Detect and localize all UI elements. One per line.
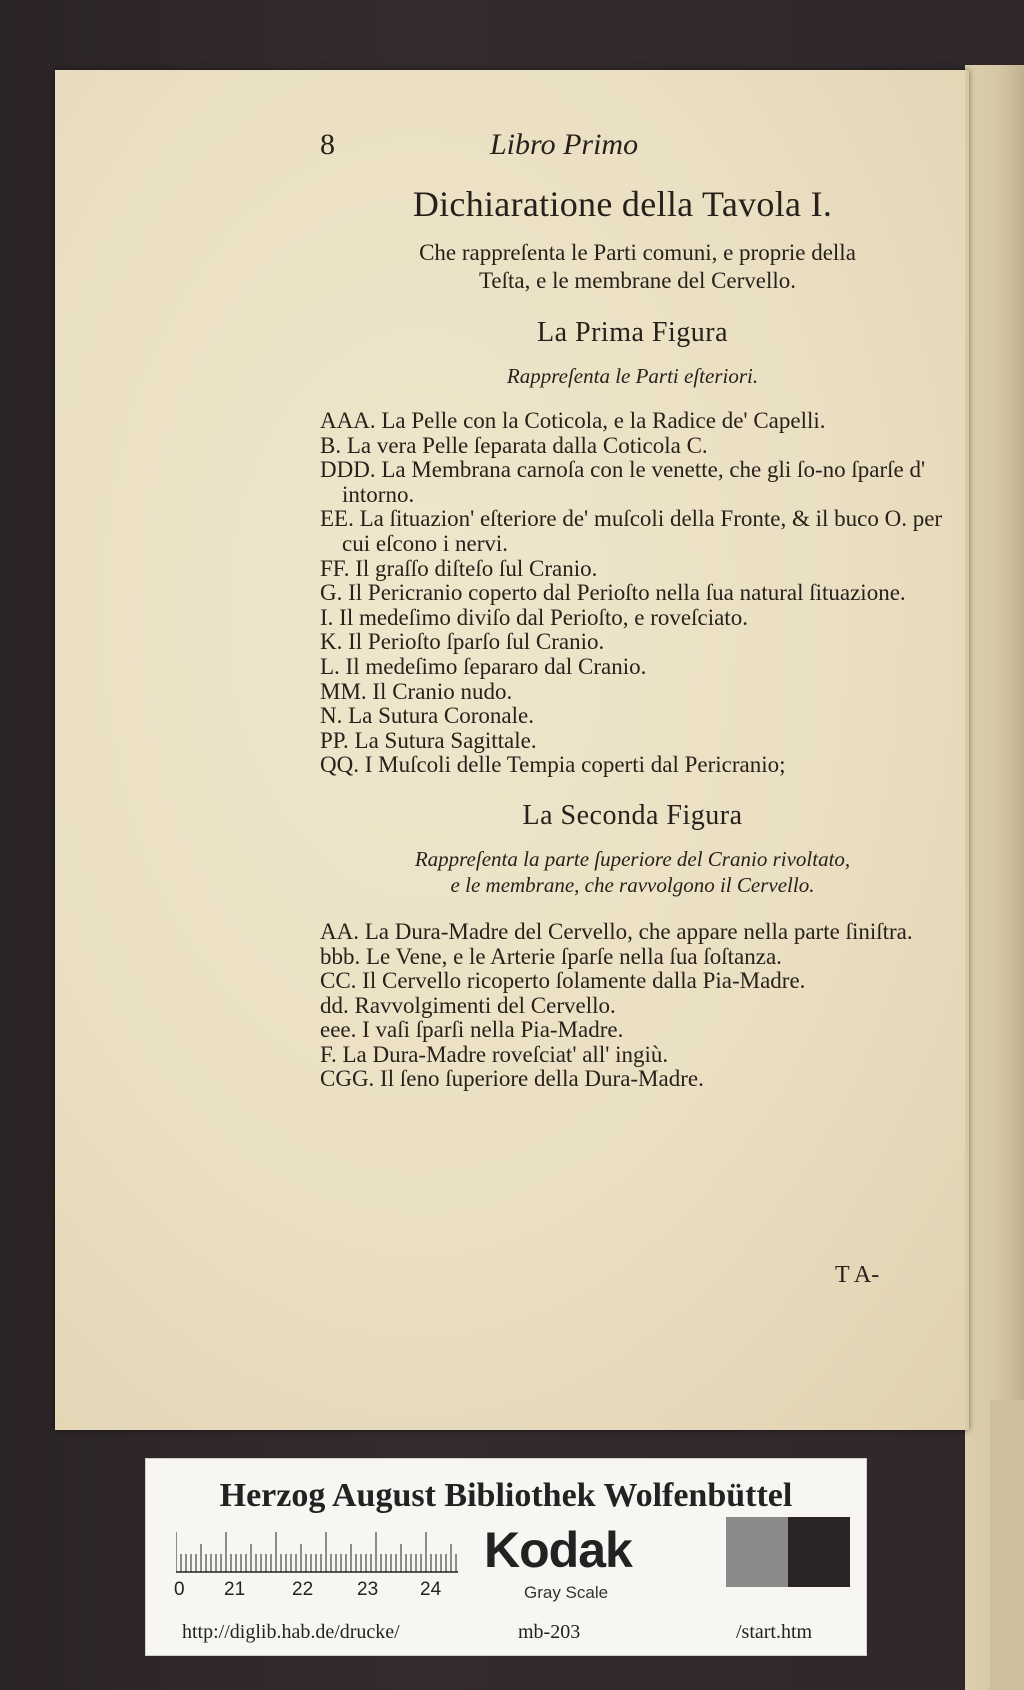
legend-item: PP. La Sutura Sagittale. [320,727,537,753]
page-subtitle [330,239,945,295]
ruler-label: 0 [174,1579,185,1600]
description-line: e le membrane, che ravvolgono il Cervello. [450,872,815,897]
figure2-legend [320,920,945,1092]
gray-swatch [726,1517,788,1587]
page-title: Dichiaratione della Tavola I. [412,184,833,224]
subtitle-line: Che rappreſenta le Parti comuni, e proprie della [419,240,856,265]
legend-item: B. La vera Pelle ſeparata dalla Coticola C. [320,432,708,458]
running-head [320,125,945,165]
library-name: Herzog August Bibliothek Wolfenbüttel [219,1477,793,1514]
page-edge-strip [990,1400,1024,1690]
legend-item: dd. Ravvolgimenti del Cervello. [320,992,616,1018]
ruler-label: 24 [420,1579,442,1600]
legend-item: QQ. I Muſcoli delle Tempia coperti dal Pericranio; [320,752,786,778]
catchword: T A- [835,1262,880,1288]
kodak-logo: Kodak [484,1522,632,1578]
ruler-scale [176,1531,458,1573]
legend-item: AA. La Dura-Madre del Cervello, che appare nella parte ſiniſtra. [320,918,913,944]
legend-item: F. La Dura-Madre roveſciat' all' ingiù. [320,1041,669,1067]
legend-item: AAA. La Pelle con la Coticola, e la Radice de' Capelli. [320,408,826,433]
library-url: http://diglib.hab.de/drucke/ [182,1621,400,1643]
dark-swatch [788,1517,850,1587]
legend-item: K. Il Perioſto ſparſo ſul Cranio. [320,629,605,655]
page-number: 8 [320,128,335,161]
shelfmark-code: mb-203 [518,1621,581,1643]
legend-item: DDD. La Membrana carnoſa con le venette, che gli ſo-no ſparſe d' intorno. [320,457,926,507]
ruler-label: 21 [224,1579,246,1600]
legend-item: N. La Sutura Coronale. [320,703,534,729]
legend-item: EE. La ſituazion' eſteriore de' muſcoli della Fronte, & il buco O. per cui eſcono i nervi. [320,506,943,556]
legend-item: L. Il medeſimo ſepararo dal Cranio. [320,653,647,679]
subtitle-line: Teſta, e le membrane del Cervello. [478,268,797,293]
library-color-card [145,1458,867,1656]
description-line: Rappreſenta la parte ſuperiore del Cranio rivoltato, [414,846,851,871]
legend-item: bbb. Le Vene, e le Arterie ſparſe nella ſua ſoſtanza. [320,943,782,969]
figure2-description [320,846,945,898]
legend-item: eee. I vaſi ſparſi nella Pia-Madre. [320,1017,624,1043]
figure2-title: La Seconda Figura [522,799,743,831]
gray-scale-label: Gray Scale [524,1583,609,1602]
ruler-labels [174,1579,474,1603]
legend-item: CGG. Il ſeno ſuperiore della Dura-Madre. [320,1066,704,1092]
legend-item: CC. Il Cervello ricoperto ſolamente dalla Pia-Madre. [320,968,806,994]
running-title: Libro Primo [490,128,639,161]
figure1-title: La Prima Figura [536,317,729,348]
figure1-description: Rappreſenta le Parti eſteriori. [506,364,759,388]
ruler-label: 22 [292,1579,314,1600]
figure1-legend [320,409,945,778]
legend-item: FF. Il graſſo diſteſo ſul Cranio. [320,555,598,581]
start-path: /start.htm [736,1621,813,1643]
page-content [320,125,945,1092]
legend-item: I. Il medeſimo diviſo dal Perioſto, e roveſciato. [320,604,748,630]
legend-item: MM. Il Cranio nudo. [320,678,513,704]
legend-item: G. Il Pericranio coperto dal Perioſto nella ſua natural ſituazione. [320,580,906,606]
ruler-label: 23 [357,1579,379,1600]
